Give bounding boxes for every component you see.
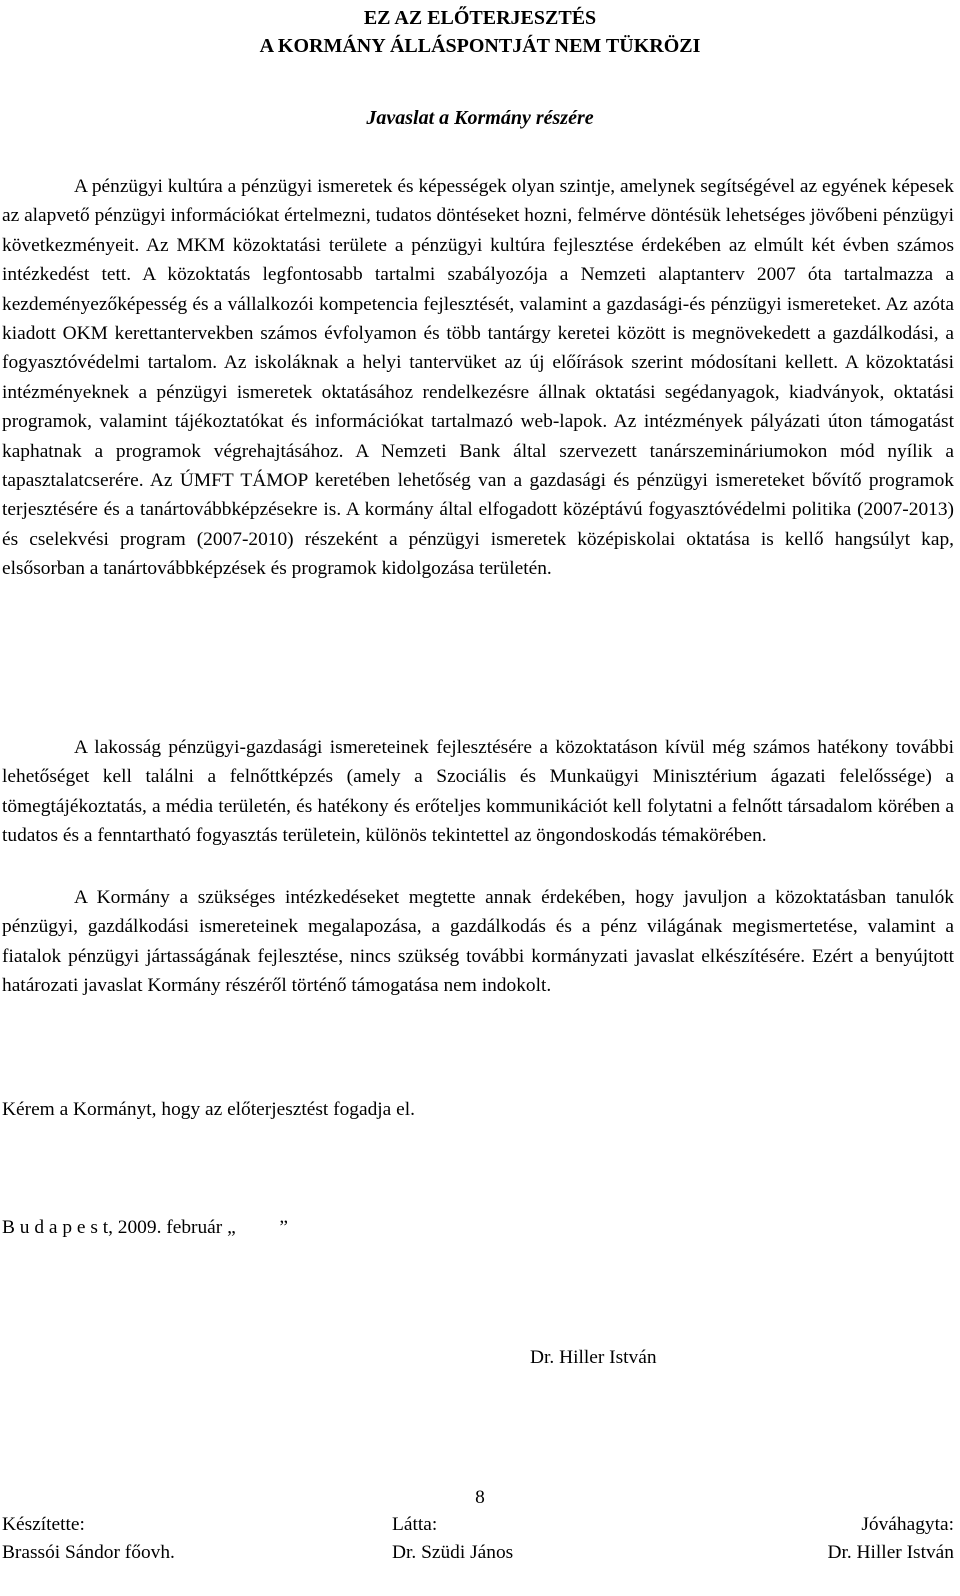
footer-approved-by [827,1511,954,1567]
footer-prepared-by-name: Brassói Sándor főovh. [2,1542,175,1563]
dateline: B u d a p e s t, 2009. február „ ” [2,1217,288,1238]
footer-prepared-by [2,1511,175,1567]
footer-prepared-by-label: Készítette: [2,1514,85,1535]
paragraph-population-knowledge: A lakosság pénzügyi-gazdasági ismereteinek fejlesztésére a közoktatáson kívül még számos hatékony további lehetőséget kell találni a felnőttképzés (amely a Szociális és Munkaügyi Minisztérium ágazati felelőssége) a tömegtájékoztatás, a média területén, és hatékony és erőteljes kommunikációt kell folytatni a felnőtt társadalom körében a tudatos és a fenntartható fogyasztás területein, különös tekintettel az öngondoskodás témakörében. [2,737,954,847]
paragraph-financial-culture: A pénzügyi kultúra a pénzügyi ismeretek és képességek olyan szintje, amelynek segítségével az egyének képesek az alapvető pénzügyi információkat értelmezni, tudatos döntéseket hozni, felmérve döntésük lehetséges jövőbeni pénzügyi következményeit. Az MKM közoktatási területe a pénzügyi kultúra fejlesztése érdekében az elmúlt két évben számos intézkedést tett. A közoktatás legfontosabb tartalmi szabályozója a Nemzeti alaptanterv 2007 óta tartalmazza a kezdeményezőképesség és a vállalkozói kompetencia fejlesztését, valamint a gazdasági-és pénzügyi ismereteket. Az azóta kiadott OKM kerettantervekben számos évfolyamon és több tantárgy keretei között is megnövekedett a gazdálkodási, a fogyasztóvédelmi tartalom. Az iskoláknak a helyi tantervüket az új előírások szerint módosítani kellett. A közoktatási intézményeknek a pénzügyi ismeretek oktatásához rendelkezésre állnak oktatási segédanyagok, kiadványok, oktatási programok, valamint tájékoztatókat és információkat tartalmazó web-lapok. Az intézmények pályázati úton támogatást kaphatnak a programok végrehajtásához. A Nemzeti Bank által szervezett tanárszemináriumokon mód nyílik a tapasztalatcserére. Az ÚMFT TÁMOP keretében lehetőség van a gazdasági és pénzügyi ismereteket bővítő programok terjesztésére és a tanártovábbképzésekre is. A kormány által elfogadott középtávú fogyasztóvédelmi politika (2007-2013) és cselekvési program (2007-2010) részeként a pénzügyi ismeretek középiskolai oktatása is kellő hangsúlyt kap, elsősorban a tanártovábbképzések és programok kidolgozása területén. [2,176,954,580]
approval-footer [2,1511,954,1571]
signer-name: Dr. Hiller István [530,1347,657,1368]
footer-seen-by [392,1511,513,1567]
header-line-1: EZ AZ ELŐTERJESZTÉS [363,7,597,29]
document-header [0,4,960,60]
footer-approved-by-name: Dr. Hiller István [827,1542,954,1563]
request-line: Kérem a Kormányt, hogy az előterjesztést fogadja el. [2,1099,415,1120]
footer-seen-by-label: Látta: [392,1514,438,1535]
footer-approved-by-label: Jóváhagyta: [861,1514,954,1535]
proposal-title: Javaslat a Kormány részére [366,107,594,129]
header-line-2: A KORMÁNY ÁLLÁSPONTJÁT NEM TÜKRÖZI [259,35,701,57]
page-number: 8 [475,1487,485,1508]
footer-seen-by-name: Dr. Szüdi János [392,1542,514,1563]
paragraph-government-measures: A Kormány a szükséges intézkedéseket megtette annak érdekében, hogy javuljon a közoktatásban tanulók pénzügyi, gazdálkodási ismereteinek megalapozása, a gazdálkodás és a pénz világának megismertetése, valamint a fiatalok pénzügyi jártasságának fejlesztése, nincs szükség további kormányzati javaslat elkészítésére. Ezért a benyújtott határozati javaslat Kormány részéről történő támogatása nem indokolt. [2,887,954,997]
